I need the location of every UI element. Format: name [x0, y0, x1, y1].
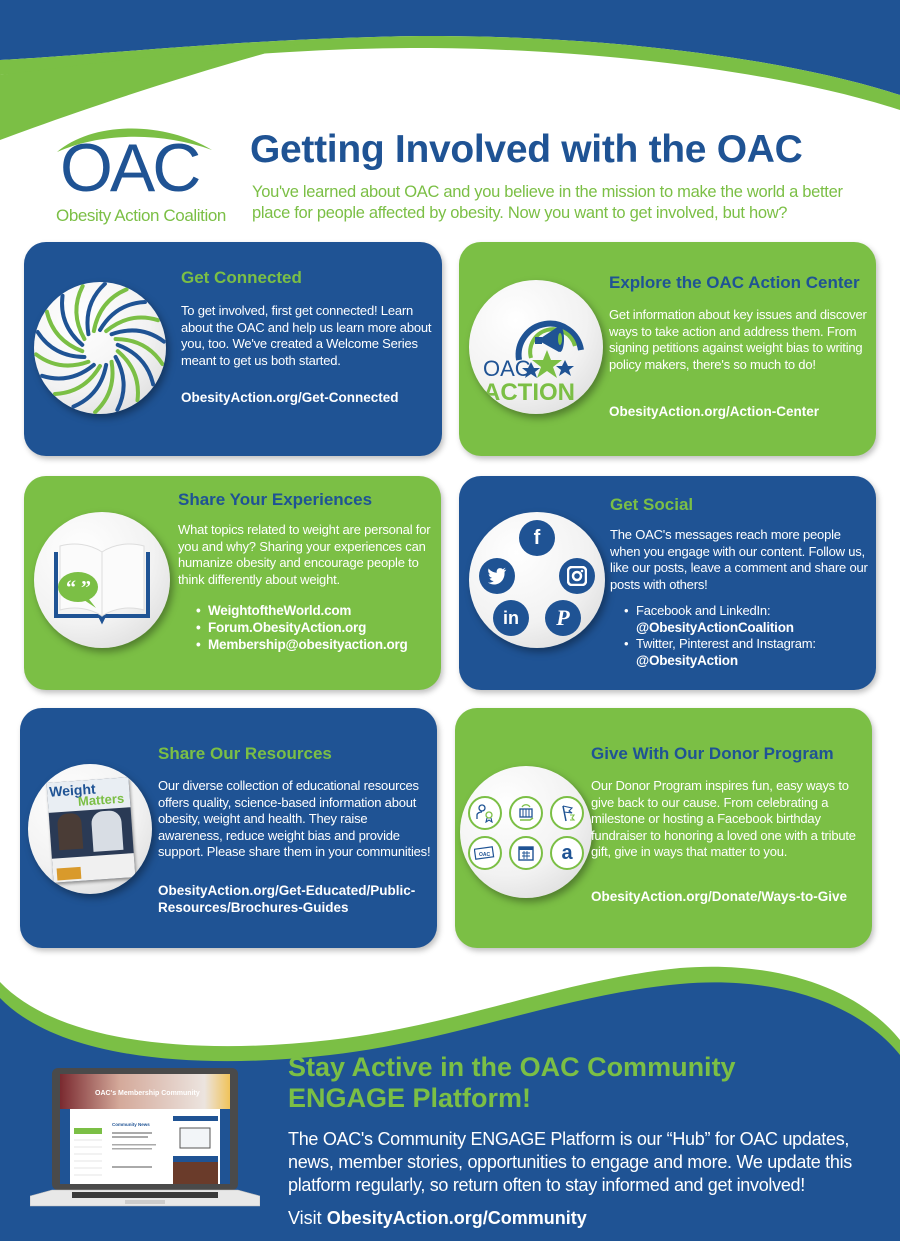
instagram-icon[interactable] [559, 558, 595, 594]
oac-coalition-handle[interactable]: @ObesityActionCoalition [636, 619, 794, 635]
action-center-link[interactable]: ObesityAction.org/Action-Center [609, 404, 820, 419]
card-get-connected [24, 242, 442, 456]
card-share-experiences [24, 476, 441, 690]
card-share-resources [20, 708, 437, 948]
card-body: To get involved, first get connected! Learn about the OAC and help us learn more about you, too. We've created a Welcome Series meant to get us both started. [181, 303, 432, 368]
donor-icons-circle [460, 766, 592, 898]
svg-text:OAC's Membership Community: OAC's Membership Community [95, 1090, 200, 1097]
calendar-icon [509, 836, 543, 870]
card-title: Give With Our Donor Program [591, 744, 834, 763]
ways-to-give-link[interactable]: ObesityAction.org/Donate/Ways-to-Give [591, 889, 848, 904]
forum-link[interactable]: • Forum.ObesityAction.org [196, 619, 446, 636]
membership-email-link[interactable]: • Membership@obesityaction.org [196, 636, 446, 653]
facebook-linkedin-item: • Facebook and LinkedIn: @ObesityActionCoalition [624, 603, 874, 636]
svg-text:Community News: Community News [112, 1122, 150, 1127]
card-title: Get Social [610, 495, 694, 514]
weight-matters-magazine-icon: Weight Matters [28, 764, 152, 894]
experience-links-list [196, 602, 446, 653]
swirl-icon [34, 282, 166, 414]
oac-action-handle[interactable]: @ObesityAction [636, 652, 738, 668]
card-action-center [459, 242, 876, 456]
community-visit: Visit ObesityAction.org/Community [288, 1208, 587, 1228]
social-handles-list [624, 603, 874, 669]
twitter-icon[interactable] [479, 558, 515, 594]
facebook-icon[interactable]: f [519, 520, 555, 556]
person-award-icon [468, 796, 502, 830]
card-body: Get information about key issues and discover ways to take action and address them. From signing petitions against weight bias to writing policy makers, there's so much to do! [609, 307, 867, 372]
social-icons-circle [469, 512, 605, 648]
card-title: Get Connected [181, 268, 302, 287]
card-donor-program [455, 708, 872, 948]
community-body: The OAC's Community ENGAGE Platform is our “Hub” for OAC updates, news, member stories, opportunities to engage and more. We update this platform regularly, so return often to stay informed and get involved! [288, 1129, 852, 1195]
page-title: Getting Involved with the OAC [250, 128, 803, 171]
top-wave-decoration [0, 0, 900, 140]
svg-text:OAC: OAC [483, 356, 531, 381]
card-body: Our diverse collection of educational resources offers quality, science-based information about obesity, weight and health. They raise awareness, reduce weight bias and provide support. Please share them in your communities! [158, 778, 431, 859]
card-title: Share Your Experiences [178, 490, 373, 509]
card-body: What topics related to weight are personal for you and why? Sharing your experiences can humanize obesity and encourage people to think differently about weight. [178, 522, 431, 587]
flag-icon [550, 796, 584, 830]
get-connected-link[interactable]: ObesityAction.org/Get-Connected [181, 390, 399, 405]
oac-ticket-icon [468, 836, 502, 870]
card-title: Share Our Resources [158, 744, 332, 763]
twitter-pinterest-instagram-item: • Twitter, Pinterest and Instagram: @ObesityAction [624, 636, 874, 669]
pinterest-icon[interactable]: P [545, 600, 581, 636]
laptop-screenshot [30, 1068, 260, 1218]
logo-name: Obesity Action Coalition [56, 206, 226, 225]
linkedin-icon[interactable]: in [493, 600, 529, 636]
card-get-social [459, 476, 876, 690]
oac-action-megaphone-icon [469, 280, 603, 414]
card-title: Explore the OAC Action Center [609, 273, 860, 292]
card-body: The OAC's messages reach more people when you engage with our content. Follow us, like our posts, leave a comment and share our posts with others! [610, 527, 868, 592]
community-title: Stay Active in the OAC Community ENGAGE Platform! [288, 1052, 736, 1113]
card-body: Our Donor Program inspires fun, easy ways to give back to our cause. From celebrating a milestone or hosting a Facebook birthday fundraiser to honoring a loved one with a tribute gift, give in ways that matter to you. [591, 778, 856, 859]
intro-text: You've learned about OAC and you believe in the mission to make the world a better place for people affected by obesity. Now you want to get involved, but how? [252, 183, 843, 222]
svg-text:OAC: OAC [479, 852, 491, 858]
svg-text:“ ”: “ ” [66, 577, 91, 599]
svg-text:ACTION: ACTION [483, 379, 575, 406]
amazon-icon: a [550, 836, 584, 870]
weightoftheworld-link[interactable]: • WeightoftheWorld.com [196, 602, 446, 619]
community-link[interactable]: ObesityAction.org/Community [326, 1208, 587, 1228]
oac-logo [52, 120, 232, 230]
resources-link[interactable]: ObesityAction.org/Get-Educated/Public- Resources/Brochures-Guides [158, 883, 416, 915]
logo-mark: OAC [60, 130, 199, 206]
open-book-quote-icon [34, 512, 170, 648]
gift-basket-icon [509, 796, 543, 830]
